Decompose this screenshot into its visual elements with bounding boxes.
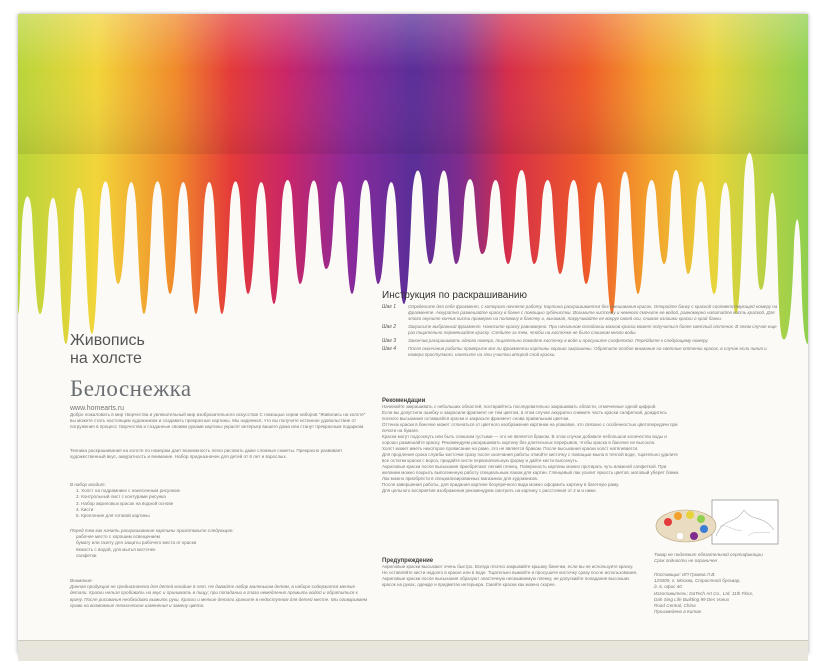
step-label: Шаг 2 — [382, 324, 397, 330]
box-bottom-edge — [18, 640, 808, 661]
kit-item: 5. Крепление для готовой картины — [76, 513, 150, 519]
product-note — [654, 552, 784, 564]
prepare-item: ёмкость с водой, для мытья кисточек — [76, 546, 156, 552]
step-text: Определите для себя фрагмент, с которого начнете работу. Картина раскрашивается без смешивания красок. Откройте банку с краской соответствующей номеру на фрагменте. Аккуратно размешайте краску в банке с помощью зубочистки. Возьмите кисточку и немного смочите ее водой, равномерно напитайте кисть краской. Для этого окуните кончик кисти примерно на половину в баночку и, вынимая, покручивайте ее вокруг своей оси, снимая излишки краски о край банки. — [408, 304, 778, 321]
supplier-line: Поставщик: ИП Громов Л.В. — [654, 572, 716, 577]
recommendation-item: После завершения работы, для придания картине безупречного вида можно оформить картину в багетную раму. — [382, 482, 620, 487]
prepare-item: рабочее место с хорошим освещением — [76, 534, 160, 540]
supplier-line: Произведено в Китае — [654, 609, 702, 615]
recommendations-section — [382, 398, 682, 494]
kit-title: В набор входит: — [70, 482, 106, 487]
warning-item: Акриловые краски после высыхания образуют эластичную несмываемую пленку, не допускайте попадания высохших красок на руках, одежде и предметах интерьера. Смойте краски как можно скорее. — [382, 576, 630, 587]
instruction-step — [382, 324, 782, 336]
step-label: Шаг 4 — [382, 346, 397, 352]
attention-title: Внимание: — [70, 578, 93, 583]
instruction-step — [382, 304, 782, 322]
supplier-line: 125009, г. Москва, Страстной бульвар, — [654, 578, 741, 584]
recommendation-item: Оттенок краски в баночке может отличаться от цветного изображения картинки на упаковке, это связано с особенностью цветопередачи при печати на бумаге. — [382, 422, 678, 433]
brand-block — [70, 332, 300, 412]
recommendation-item: Краски могут подсохнуть или быть слишком густыми — это не является браком. В этом случае добавьте небольшое количество воды и хорошо размешайте краску. Рекомендуем раскрашивать картину без длительных перерывов, чтобы краска в баночке не высохла. — [382, 434, 667, 445]
warnings-title: Предупреждение — [382, 558, 434, 564]
recommendation-item: Для цельного восприятия изображения рекомендуем смотреть на картину с расстояния от 2 м и ниже. — [382, 488, 597, 493]
supplier-line: Dah Sing Life Building 99 Des Voeux — [654, 596, 730, 602]
instruction-steps — [382, 304, 782, 358]
supplier-info — [654, 572, 784, 615]
instructions-title: Инструкция по раскрашиванию — [382, 290, 527, 301]
attention-text: Данная продукция не предназначена для детей младше 6 лет. Не давайте набор маленьким детям, в наборе содержатся мелкие детали. Краски нельзя пробовать на вкус и принимать в пищу; при попадании в глаза немедленно промыть водой и обратиться к врачу. После рисования необходимо вымыть руки. Краски и мелкие детали храните в недоступном для детей месте. Мы оговариваем право на возможные технические изменения и замену цвета. — [70, 584, 368, 608]
kit-item: 4. Кисти — [76, 506, 94, 512]
step-text: Закончив раскрашивать одного номера, тщательно помойте кисточку в воде и просушите салфеткой. Перейдите к следующему номеру. — [408, 338, 709, 343]
prepare-title: Перед тем как начать раскрашивание картины приготовьте следующее: — [70, 528, 234, 533]
attention-section — [70, 578, 370, 609]
step-text: После окончания работы проверьте все ли фрагменты картины хорошо закрашены. Обратите особое внимание на светлые оттенки красок, в случае если линия и номера проступают, нанесите на эти участки второй слой краски. — [408, 346, 767, 357]
prepare-section — [70, 528, 370, 559]
recommendation-item: Холст может иметь некоторое провисание на раме, это не является браком. После высыхания краски холст натягивается. — [382, 446, 639, 451]
kit-section — [70, 482, 370, 519]
supplier-line: д. 6, офис 40 — [654, 584, 682, 590]
intro-paragraph-1: Добро пожаловать в мир творчества и увлекательный мир изобразительного искусства! С помощью серии наборов "Живопись на холсте" вы можете стать настоящим художником и создавать прекрасные картины. Мы надеемся, что вы получите истинное удовольствие от погружения в процесс творчества и созданные своими руками картины украсят интерьер вашего дома или станут прекрасным подарком. — [70, 412, 366, 430]
instruction-step — [382, 338, 782, 344]
palette-canvas-illustration — [654, 496, 784, 550]
intro-paragraph-2: Техника раскрашивания на холсте по номерам дает возможность легко рисовать даже сложные сюжеты. Прекрасно развивает художественный вкус, аккуратность и внимание. Набор предназначен для детей от 6 лет и взрослых. — [70, 448, 343, 460]
step-label: Шаг 1 — [382, 304, 397, 310]
recommendations-title: Рекомендации — [382, 398, 426, 404]
brand-logo: Белоснежка — [70, 376, 192, 401]
kit-item: 3. Набор акриловых красок на водной основе — [76, 500, 174, 506]
recommendation-item: Если вы допустили ошибку и закрасили фрагмент не тем цветом, в этом случае аккуратно снимите часть краски салфеткой, дождитесь полного высыхания оставшейся краски и закрасьте фрагмент снова правильным цветом. — [382, 410, 667, 421]
supplier-line: Road Central, China — [654, 603, 696, 609]
warning-item: Акриловые краски высыхают очень быстро. Всегда плотно закрывайте крышку баночки, если вы не используете краску. — [382, 564, 634, 569]
step-label: Шаг 3 — [382, 338, 397, 344]
brand-url: www.homearts.ru — [70, 405, 125, 412]
product-title-line1: Живопись — [70, 332, 145, 349]
prepare-item: салфетки — [76, 552, 97, 558]
kit-item: 1. Холст на подрамнике с нанесенным рисунком — [76, 488, 180, 494]
product-note-line1: Товар не подлежит обязательной сертификации — [654, 552, 763, 557]
step-text: Закрасьте выбранный фрагмент. Нанесите краску равномерно. При начальном попадании мазков краска может получиться более светлый оттенок. В этом случае еще раз тщательно перемешайте краску. Следите за тем, чтобы на кисточке не было слишком много воды. — [408, 324, 777, 335]
recommendation-item: Начинайте закрашивать с небольших областей, постарайтесь последовательно закрашивать области, отмеченные одной цифрой. — [382, 404, 657, 409]
prepare-item: бумагу или газету для защиты рабочего места от краски — [76, 540, 197, 546]
instruction-step — [382, 346, 782, 358]
recommendation-item: Акриловые краски после высыхания приобретают легкий глянец. Поверхность картины можно протирать чуть влажной салфеткой. При желании можно покрыть выполненную работу специальным лаком для картин. Глянцевый лак усилит яркость цветов, матовый уберет блики. Лак можно приобрести в специализированных магазинах для художников. — [382, 464, 680, 481]
warnings-section — [382, 558, 642, 588]
product-title-line2: на холсте — [70, 350, 142, 367]
warning-item: Не оставляйте кисти надолго в краске или в воде. Тщательно вымойте и просушите кисточку сразу после использования. — [382, 570, 638, 575]
recommendation-item: Для продления срока службы кисточки сразу после окончания работы отмойте кисточку с помощью мыла в теплой воде, тщательно удалите все остатки краски с ворса, придайте кисти первоначальную форму и дайте кисти высохнуть. — [382, 452, 678, 463]
product-note-line2: Срок годности не ограничен — [654, 558, 718, 564]
kit-item: 2. Контрольный лист с контурами рисунка — [76, 494, 166, 500]
supplier-line: Изготовитель: DaTech Art Co., Ltd. 11th Floor, — [654, 590, 754, 596]
